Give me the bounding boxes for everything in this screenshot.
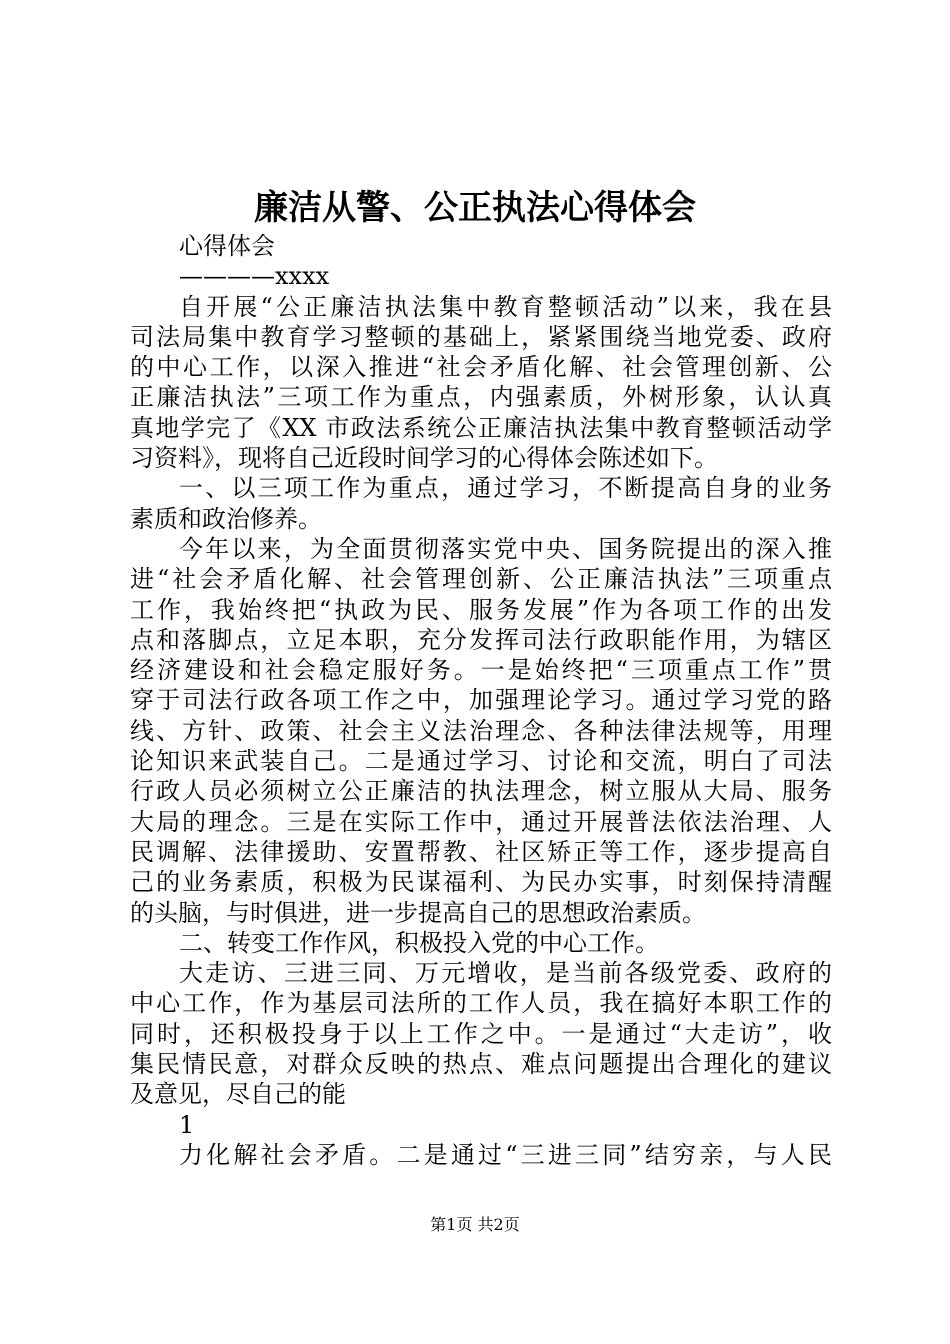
text-line: 大局的理念。三是在实际工作中，通过开展普法依法治理、人 [130, 807, 832, 836]
text-line: 穿于司法行政各项工作之中，加强理论学习。通过学习党的路 [130, 686, 832, 715]
text-line: ————xxxx [179, 262, 330, 291]
text-line: 同时，还积极投身于以上工作之中。一是通过“大走访”，收 [130, 1019, 832, 1048]
text-line: 大走访、三进三同、万元增收，是当前各级党委、政府的 [179, 959, 832, 988]
text-line: 真地学完了《XX 市政法系统公正廉洁执法集中教育整顿活动学 [130, 413, 832, 442]
text-line: 论知识来武装自己。二是通过学习、讨论和交流，明白了司法 [130, 747, 832, 776]
text-line: 中心工作，作为基层司法所的工作人员，我在搞好本职工作的 [130, 989, 832, 1018]
document-body [130, 231, 832, 1170]
text-line: 的头脑，与时俱进，进一步提高自己的思想政治素质。 [130, 898, 706, 927]
text-line: 点和落脚点，立足本职，充分发挥司法行政职能作用，为辖区 [130, 625, 832, 654]
text-line: 进“社会矛盾化解、社会管理创新、公正廉洁执法”三项重点 [130, 565, 832, 594]
text-line: 自开展“公正廉洁执法集中教育整顿活动”以来，我在县 [179, 292, 832, 321]
text-line: 今年以来，为全面贯彻落实党中央、国务院提出的深入推 [179, 534, 832, 563]
text-line: 正廉洁执法”三项工作为重点，内强素质，外树形象，认认真 [130, 383, 832, 412]
text-line: 司法局集中教育学习整顿的基础上，紧紧围绕当地党委、政府 [130, 322, 832, 351]
text-line: 心得体会 [179, 232, 275, 260]
text-line: 及意见，尽自己的能 [130, 1080, 346, 1109]
text-line: 力化解社会矛盾。二是通过“三进三同”结穷亲，与人民 [179, 1140, 832, 1169]
text-line: 线、方针、政策、社会主义法治理念、各种法律法规等，用理 [130, 716, 832, 745]
document-title: 廉洁从警、公正执法心得体会 [254, 188, 696, 228]
text-line: 经济建设和社会稳定服好务。一是始终把“三项重点工作”贯 [130, 656, 832, 685]
text-line: 的中心工作，以深入推进“社会矛盾化解、社会管理创新、公 [130, 353, 832, 382]
text-line: 民调解、法律援助、安置帮教、社区矫正等工作，逐步提高自 [130, 837, 832, 866]
text-line: 己的业务素质，积极为民谋福利、为民办实事，时刻保持清醒 [130, 868, 832, 897]
text-line: 1 [179, 1110, 195, 1139]
text-line: 素质和政治修养。 [130, 504, 322, 533]
text-line: 二、转变工作作风，积极投入党的中心工作。 [179, 928, 659, 957]
text-line: 一、以三项工作为重点，通过学习，不断提高自身的业务 [179, 474, 832, 503]
text-line: 习资料》，现将自己近段时间学习的心得体会陈述如下。 [130, 444, 718, 473]
page-footer: 第1页 共2页 [430, 1215, 520, 1234]
text-line: 行政人员必须树立公正廉洁的执法理念，树立服从大局、服务 [130, 777, 832, 806]
text-line: 工作，我始终把“执政为民、服务发展”作为各项工作的出发 [130, 595, 832, 624]
text-line: 集民情民意，对群众反映的热点、难点问题提出合理化的建议 [130, 1050, 832, 1079]
